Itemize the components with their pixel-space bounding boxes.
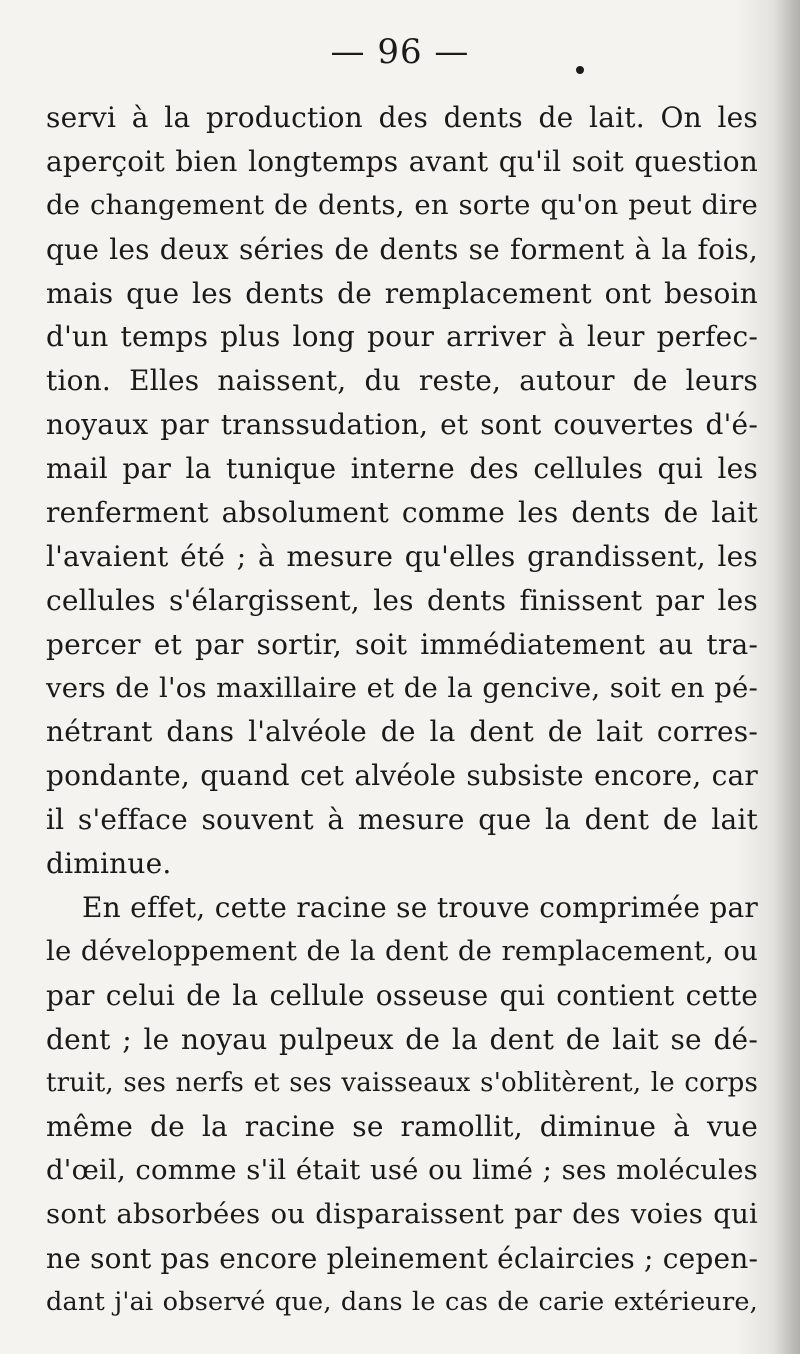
text-line: ne sont pas encore pleinement éclaircies ; cepen- — [46, 1242, 759, 1276]
text-line: En effet, cette racine se trouve comprimée par — [82, 891, 758, 925]
text-line: l'avaient été ; à mesure qu'elles grandissent, les — [46, 539, 758, 573]
text-line: d'œil, comme s'il était usé ou limé ; ses molécules — [46, 1154, 758, 1187]
text-line: nétrant dans l'alvéole de la dent de lait corres- — [46, 715, 758, 749]
text-line: tion. Elles naissent, du reste, autour de leurs — [46, 364, 758, 398]
body-text — [46, 96, 758, 1325]
text-line: mais que les dents de remplacement ont besoin — [46, 276, 758, 310]
text-line: mail par la tunique interne des cellules qui les — [46, 452, 758, 486]
text-line: il s'efface souvent à mesure que la dent de lait — [46, 803, 758, 837]
text-line: noyaux par transsudation, et sont couvertes d'é- — [46, 408, 758, 442]
text-line: aperçoit bien longtemps avant qu'il soit question — [46, 144, 758, 178]
text-line: cellules s'élargissent, les dents finissent par les — [46, 583, 758, 617]
text-line: dant j'ai observé que, dans le cas de carie extérieure, — [46, 1287, 758, 1318]
text-line: percer et par sortir, soit immédiatement au tra- — [46, 627, 758, 661]
text-line: que les deux séries de dents se forment à la fois, — [46, 232, 758, 266]
text-line: pondante, quand cet alvéole subsiste encore, car — [46, 759, 758, 793]
text-line: d'un temps plus long pour arriver à leur perfec- — [46, 320, 758, 354]
text-line: renferment absolument comme les dents de lait — [46, 496, 758, 530]
text-line: servi à la production des dents de lait. On les — [46, 101, 758, 134]
text-line: diminue. — [46, 847, 172, 881]
text-line: de changement de dents, en sorte qu'on peut dire — [46, 188, 758, 221]
text-line: vers de l'os maxillaire et de la gencive, soit en pé- — [46, 671, 758, 704]
text-line: sont absorbées ou disparaissent par des voies qui — [46, 1198, 758, 1231]
paragraph-2 — [46, 886, 758, 1325]
text-line: même de la racine se ramollit, diminue à vue — [46, 1110, 758, 1144]
page-number: — 96 — — [330, 32, 470, 72]
paragraph-1 — [46, 96, 758, 886]
page-edge-shadow — [772, 0, 800, 1354]
text-line: dent ; le noyau pulpeux de la dent de lait se dé- — [46, 1022, 758, 1056]
text-line: le développement de la dent de remplacement, ou — [46, 934, 758, 967]
text-line: par celui de la cellule osseuse qui contient cette — [46, 978, 758, 1012]
ink-speck — [576, 66, 584, 74]
text-line: truit, ses nerfs et ses vaisseaux s'oblitèrent, le corps — [46, 1067, 758, 1098]
